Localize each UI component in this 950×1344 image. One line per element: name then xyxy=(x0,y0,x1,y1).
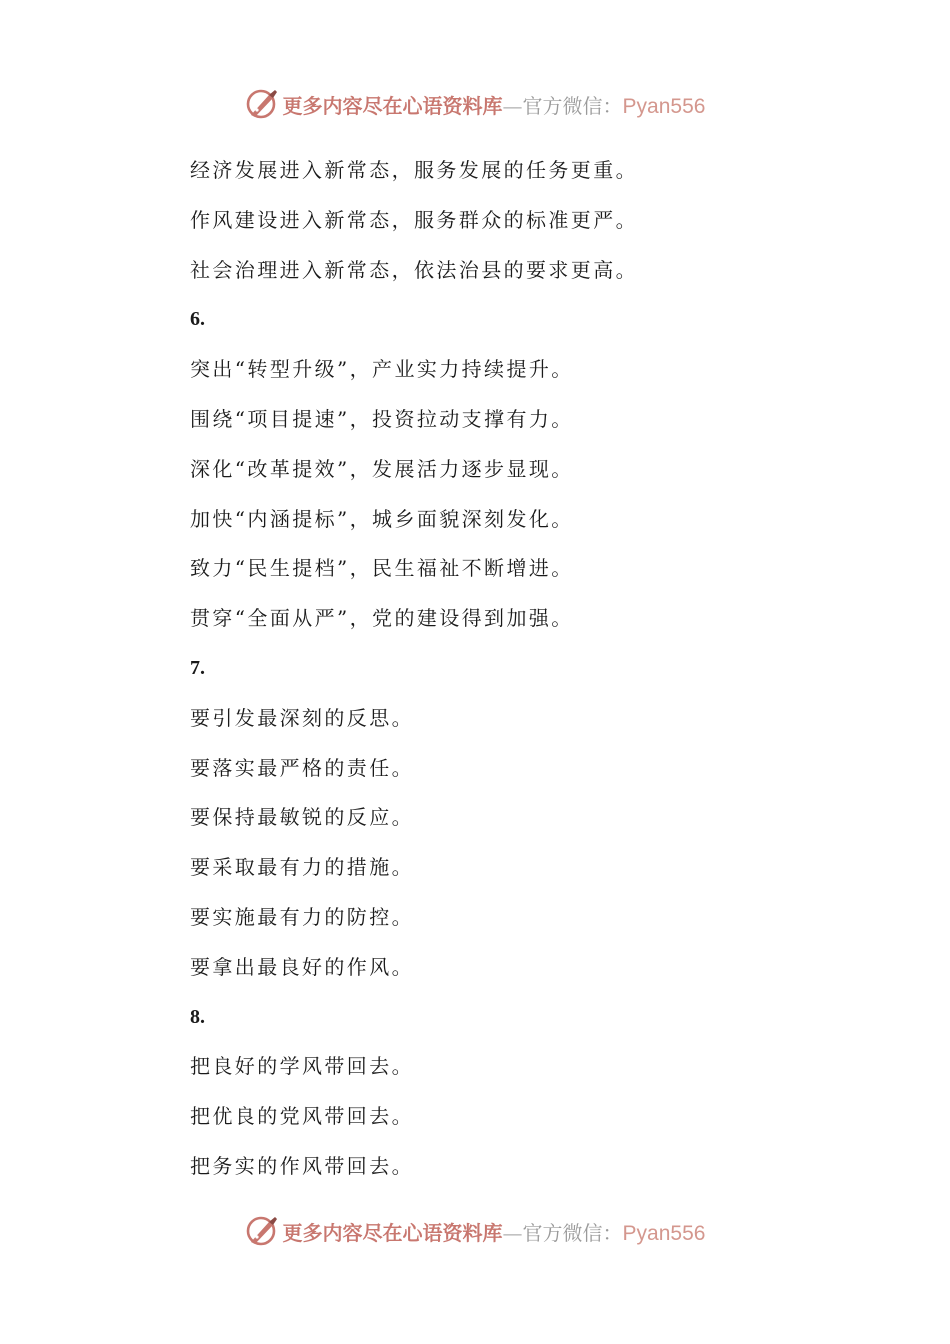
text-line: 把优良的党风带回去。 xyxy=(190,1104,414,1129)
watermark-main-text: 更多内容尽在心语资料库 xyxy=(282,1220,503,1245)
watermark-wechat-label: 官方微信： xyxy=(522,93,623,118)
text-line: 社会治理进入新常态，依法治县的要求更高。 xyxy=(190,257,638,282)
text-line: 要拿出最良好的作风。 xyxy=(190,954,414,979)
text-line: 要采取最有力的措施。 xyxy=(190,855,414,880)
watermark-wechat-id: Pyan556 xyxy=(622,1221,706,1245)
pen-logo-icon xyxy=(245,87,279,121)
watermark-main-text: 更多内容尽在心语资料库 xyxy=(282,93,503,118)
text-line: 把务实的作风带回去。 xyxy=(190,1153,414,1178)
watermark-dash: — xyxy=(502,93,523,118)
text-line: 要引发最深刻的反思。 xyxy=(190,705,414,730)
watermark-dash: — xyxy=(502,1220,523,1245)
text-line: 作风建设进入新常态，服务群众的标准更严。 xyxy=(190,207,638,232)
text-line: 要实施最有力的防控。 xyxy=(190,904,414,929)
watermark-wechat-label: 官方微信： xyxy=(522,1220,623,1245)
text-line: 把良好的学风带回去。 xyxy=(190,1054,414,1079)
document-body xyxy=(190,150,890,1196)
footer-watermark xyxy=(0,1211,950,1251)
text-line: 致力“民生提档”，民生福祉不断增进。 xyxy=(190,556,574,581)
text-line: 深化“改革提效”，发展活力逐步显现。 xyxy=(190,456,574,481)
text-line: 要落实最严格的责任。 xyxy=(190,755,414,780)
section-number: 8. xyxy=(190,1005,205,1028)
text-line: 围绕“项目提速”，投资拉动支撑有力。 xyxy=(190,406,574,431)
section-number: 7. xyxy=(190,656,205,679)
text-line: 突出“转型升级”，产业实力持续提升。 xyxy=(190,357,574,382)
section-number: 6. xyxy=(190,308,205,331)
text-line: 要保持最敏锐的反应。 xyxy=(190,805,414,830)
watermark-wechat-id: Pyan556 xyxy=(622,94,706,118)
header-watermark xyxy=(0,84,950,124)
text-line: 贯穿“全面从严”，党的建设得到加强。 xyxy=(190,606,574,631)
text-line: 经济发展进入新常态，服务发展的任务更重。 xyxy=(190,158,638,182)
pen-logo-icon xyxy=(245,1214,279,1248)
text-line: 加快“内涵提标”，城乡面貌深刻发化。 xyxy=(190,506,574,531)
